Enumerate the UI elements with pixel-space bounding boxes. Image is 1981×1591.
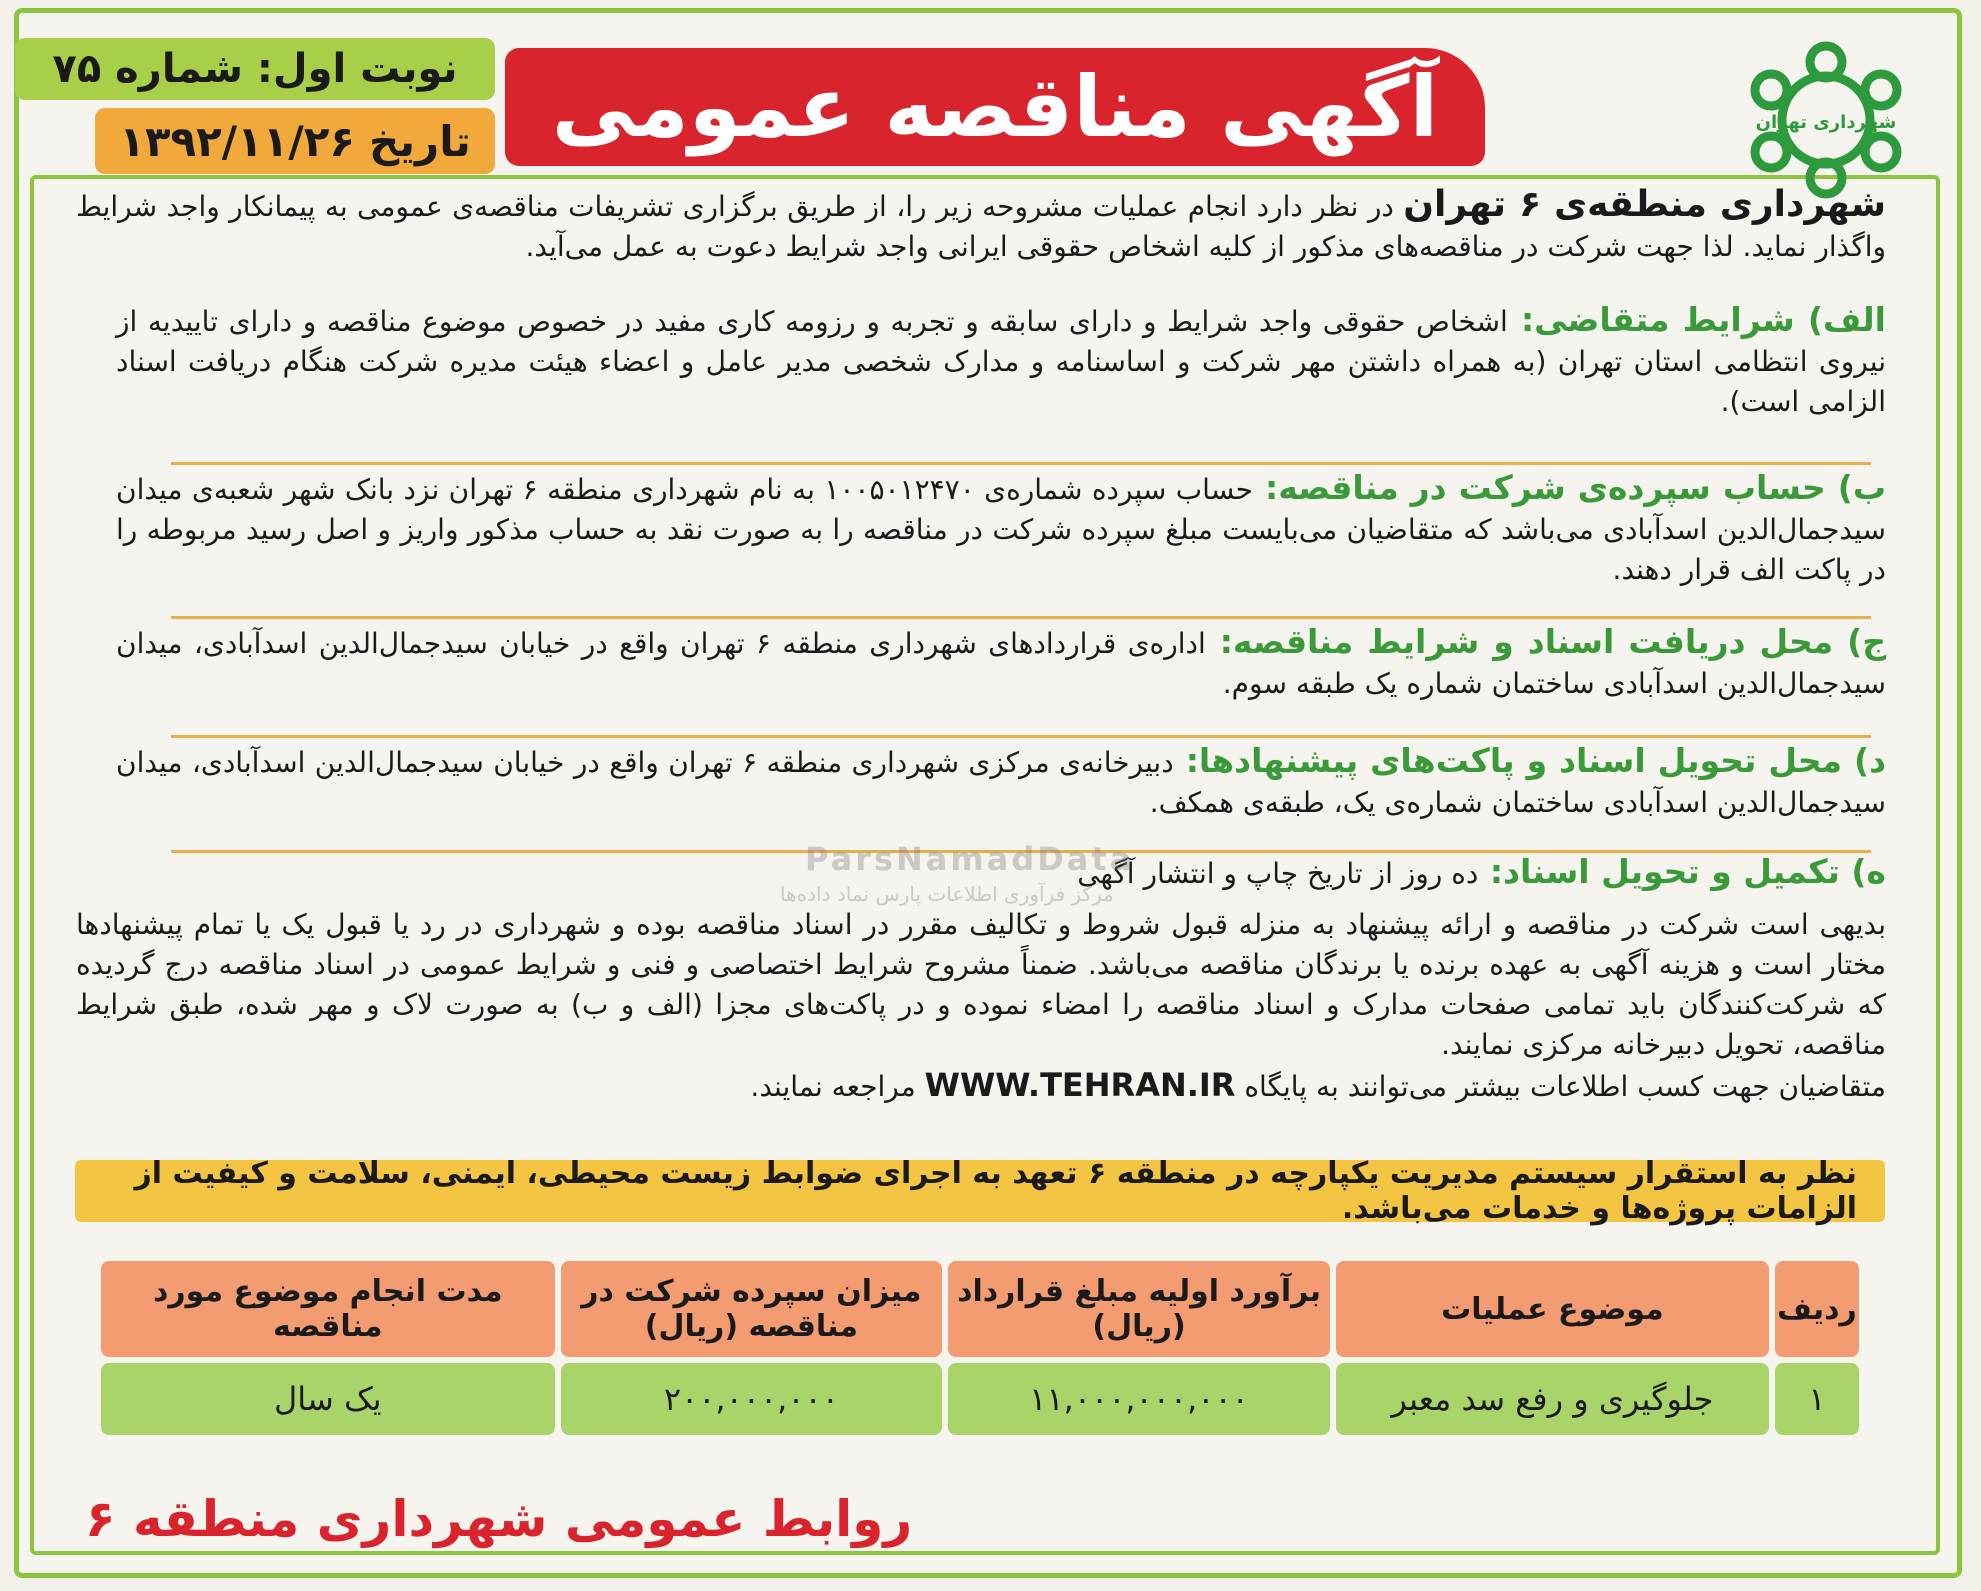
logo-emblem-icon (1731, 40, 1921, 200)
section-heading: ب) حساب سپرده‌ی شرکت در مناقصه: (1252, 468, 1887, 507)
hse-notice: نظر به استقرار سیستم مدیریت یکپارچه در منطقه ۶ تعهد به اجرای ضوابط زیست محیطی، ایمنی، سلامت و کیفیت از الزامات پروژه‌ها و خدمات می‌باشد. (75, 1160, 1885, 1222)
section-documents-location (116, 622, 1886, 704)
tender-table (95, 1255, 1865, 1441)
cell-duration: یک سال (101, 1363, 555, 1435)
watermark-brand: ParsNamadData (805, 840, 1135, 878)
website-after: مراجعه نمایند. (750, 1070, 925, 1103)
divider (171, 735, 1871, 738)
general-terms-paragraph (76, 905, 1886, 1107)
issue-number: نوبت اول: شماره ۷۵ (15, 38, 495, 100)
terms-text: بدیهی است شرکت در مناقصه و ارائه پیشنهاد به منزله قبول شروط و تکالیف مقرر در اسناد مناقصه بوده و شهرداری در رد یا قبول یک یا تمام پیشنهادها مختار است و هزینه آگهی به عهده برنده یا برندگان مناقصه می‌باشد. ضمناً مشروح شرایط اختصاصی و فنی و شرایط عمومی در اسناد مناقصه درج گردیده که شرکت‌کنندگان باید تمامی صفحات مدارک و اسناد مناقصه را امضاء نموده و در پاکت‌های مجزا (الف و ب) به صورت لاک و مهر شده، طبق شرایط مناقصه، تحویل دبیرخانه مرکزی نمایند. (76, 908, 1886, 1061)
table-row (101, 1363, 1859, 1435)
intro-lead: شهرداری منطقه‌ی ۶ تهران (1403, 184, 1887, 225)
svg-text:شهرداری تهران: شهرداری تهران (1755, 112, 1897, 133)
section-heading: الف) شرایط متقاضی: (1507, 300, 1886, 339)
intro-text: در نظر دارد انجام عملیات مشروحه زیر را، از طریق برگزاری تشریفات مناقصه‌ی عمومی به پیمانکار واجد شرایط واگذار نماید. لذا جهت شرکت در مناقصه‌های مذکور از کلیه اشخاص حقوقی ایرانی واجد شرایط دعوت به عمل می‌آید. (76, 190, 1886, 263)
section-body: ده روز از تاریخ چاپ و انتشار آگهی (1077, 857, 1479, 890)
date-value: ۱۳۹۲/۱۱/۲۶ (119, 116, 355, 166)
section-heading: د) محل تحویل اسناد و پاکت‌های پیشنهادها: (1173, 741, 1887, 780)
divider (171, 616, 1871, 619)
cell-estimate: ۱۱,۰۰۰,۰۰۰,۰۰۰ (948, 1363, 1330, 1435)
section-applicant-conditions (116, 300, 1886, 422)
date-label: تاریخ (369, 116, 471, 166)
section-body: اشخاص حقوقی واجد شرایط و دارای سابقه و تجربه و رزومه کاری مفید در خصوص موضوع مناقصه و دارای تاییدیه از نیروی انتظامی استان تهران (به همراه داشتن مهر شرکت و اساسنامه و مدارک شخصی مدیر عامل و اعضاء هیئت مدیره شرکت هنگام دریافت اسناد الزامی است). (116, 305, 1886, 418)
section-heading: ج) محل دریافت اسناد و شرایط مناقصه: (1205, 622, 1886, 661)
website-before: متقاضیان جهت کسب اطلاعات بیشتر می‌توانند به پایگاه (1235, 1070, 1886, 1103)
cell-deposit: ۲۰۰,۰۰۰,۰۰۰ (561, 1363, 943, 1435)
col-subject: موضوع عملیات (1336, 1261, 1769, 1357)
tehran-municipality-logo (1731, 40, 1921, 200)
website-link[interactable]: WWW.TEHRAN.IR (924, 1066, 1236, 1104)
watermark-tagline: مرکز فرآوری اطلاعات پارس نماد داده‌ها (780, 882, 1114, 906)
table-header-row (101, 1261, 1859, 1357)
section-heading: ه) تکمیل و تحویل اسناد: (1478, 852, 1886, 891)
col-row-number: ردیف (1775, 1261, 1859, 1357)
section-body: حساب سپرده شماره‌ی ۱۰۰۵۰۱۲۴۷۰ به نام شهرداری منطقه ۶ تهران نزد بانک شهر شعبه‌ی میدان سیدجمال‌الدین اسدآبادی می‌باشد که متقاضیان می‌بایست مبلغ سپرده شرکت در مناقصه را به صورت نقد به حساب مذکور واریز و اصل رسید مربوطه را در پاکت الف قرار دهند. (116, 473, 1886, 586)
col-estimate: برآورد اولیه مبلغ قرارداد (ریال) (948, 1261, 1330, 1357)
cell-row-number: ۱ (1775, 1363, 1859, 1435)
section-deposit-account (116, 468, 1886, 590)
footer-signature: روابط عمومی شهرداری منطقه ۶ (85, 1490, 913, 1548)
section-delivery-location (116, 741, 1886, 823)
section-body: اداره‌ی قراردادهای شهرداری منطقه ۶ تهران واقع در خیابان سیدجمال‌الدین اسدآبادی، میدان سیدجمال‌الدین اسدآبادی ساختمان شماره یک طبقه سوم. (116, 627, 1886, 700)
ad-title: آگهی مناقصه عمومی (505, 48, 1485, 166)
cell-subject: جلوگیری و رفع سد معبر (1336, 1363, 1769, 1435)
publish-date (95, 108, 495, 174)
col-deposit: میزان سپرده شرکت در مناقصه (ریال) (561, 1261, 943, 1357)
divider (171, 462, 1871, 465)
col-duration: مدت انجام موضوع مورد مناقصه (101, 1261, 555, 1357)
intro-paragraph (76, 185, 1886, 267)
section-body: دبیرخانه‌ی مرکزی شهرداری منطقه ۶ تهران واقع در خیابان سیدجمال‌الدین اسدآبادی، میدان سیدجمال‌الدین اسدآبادی ساختمان شماره‌ی یک، طبقه‌ی همکف. (116, 746, 1886, 819)
